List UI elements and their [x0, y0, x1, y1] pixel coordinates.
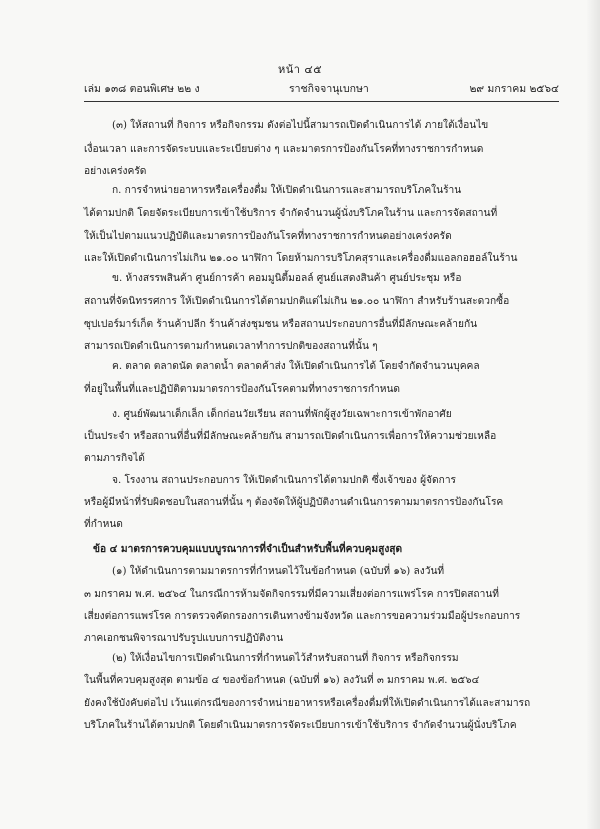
text-line: ให้เป็นไปตามแนวปฏิบัติและมาตรการป้องกันโรคที่ทางราชการกำหนดอย่างเคร่งครัด: [84, 231, 452, 242]
text-line: ตามภารกิจได้: [84, 453, 145, 464]
gazette-header: [84, 80, 559, 96]
text-line: ภาคเอกชนพิจารณาปรับรูปแบบการปฏิบัติงาน: [84, 633, 284, 644]
text-line: ที่กำหนด: [84, 519, 123, 530]
text-line: เงื่อนเวลา และการจัดระบบและระเบียบต่าง ๆ และมาตรการป้องกันโรคที่ทางราชการกำหนด: [84, 144, 484, 155]
text-line: สถานที่จัดนิทรรศการ ให้เปิดดำเนินการได้ตามปกติแต่ไม่เกิน ๒๑.๐๐ นาฬิกา สำหรับร้านสะดวกซื้อ: [84, 296, 510, 307]
text-line: (๑) ให้ดำเนินการตามมาตรการที่กำหนดไว้ในข้อกำหนด (ฉบับที่ ๑๖) ลงวันที่: [112, 566, 445, 577]
text-line: ง. ศูนย์พัฒนาเด็กเล็ก เด็กก่อนวัยเรียน สถานที่พักผู้สูงวัยเฉพาะการเข้าพักอาศัย: [112, 409, 452, 420]
text-line: อย่างเคร่งครัด: [84, 166, 147, 177]
text-line: เป็นประจำ หรือสถานที่อื่นที่มีลักษณะคล้ายกัน สามารถเปิดดำเนินการเพื่อการให้ความช่วยเหลือ: [84, 431, 497, 442]
publication-name: ราชกิจจานุเบกษา: [289, 83, 369, 95]
text-line: ยังคงใช้บังคับต่อไป เว้นแต่กรณีของการจำหน่ายอาหารหรือเครื่องดื่มที่ให้เปิดดำเนินการได้และสามารถ: [84, 698, 531, 709]
text-line: ก. การจำหน่ายอาหารหรือเครื่องดื่ม ให้เปิดดำเนินการและสามารถบริโภคในร้าน: [112, 185, 462, 196]
text-line: ในพื้นที่ควบคุมสูงสุด ตามข้อ ๔ ของข้อกำหนด (ฉบับที่ ๑๖) ลงวันที่ ๓ มกราคม พ.ศ. ๒๕๖๔: [84, 675, 480, 686]
text-line: ๓ มกราคม พ.ศ. ๒๕๖๔ ในกรณีการห้ามจัดกิจกรรมที่มีความเสี่ยงต่อการแพร่โรค การปิดสถานที่: [84, 589, 499, 600]
text-line: ค. ตลาด ตลาดนัด ตลาดน้ำ ตลาดค้าส่ง ให้เปิดดำเนินการได้ โดยจำกัดจำนวนบุคคล: [112, 361, 480, 372]
text-line: ได้ตามปกติ โดยจัดระเบียบการเข้าใช้บริการ จำกัดจำนวนผู้นั่งบริโภคในร้าน และการจัดสถานที่: [84, 208, 498, 219]
text-line: ข. ห้างสรรพสินค้า ศูนย์การค้า คอมมูนิตี้มอลล์ ศูนย์แสดงสินค้า ศูนย์ประชุม หรือ: [112, 273, 462, 284]
text-line: สามารถเปิดดำเนินการตามกำหนดเวลาทำการปกติของสถานที่นั้น ๆ: [84, 341, 378, 352]
text-line: ที่อยู่ในพื้นที่และปฏิบัติตามมาตรการป้องกันโรคตามที่ทางราชการกำหนด: [84, 384, 401, 395]
text-line: เสี่ยงต่อการแพร่โรค การตรวจคัดกรองการเดินทางข้ามจังหวัด และการขอความร่วมมือผู้ประกอบการ: [84, 611, 521, 622]
section-heading: ข้อ ๔ มาตรการควบคุมแบบบูรณาการที่จำเป็นสำหรับพื้นที่ควบคุมสูงสุด: [93, 543, 403, 555]
page-number: หน้า ๔๕: [277, 63, 323, 76]
text-line: จ. โรงงาน สถานประกอบการ ให้เปิดดำเนินการได้ตามปกติ ซึ่งเจ้าของ ผู้จัดการ: [112, 475, 457, 486]
header-divider: [84, 101, 559, 102]
page-edge-shadow: [586, 0, 600, 829]
text-line: และให้เปิดดำเนินการไม่เกิน ๒๑.๐๐ นาฬิกา โดยห้ามการบริโภคสุราและเครื่องดื่มแอลกอฮอล์ในร้าน: [84, 253, 518, 264]
text-line: ซุปเปอร์มาร์เก็ต ร้านค้าปลีก ร้านค้าส่งชุมชน หรือสถานประกอบการอื่นที่มีลักษณะคล้ายกัน: [84, 319, 478, 330]
text-line: หรือผู้มีหน้าที่รับผิดชอบในสถานที่นั้น ๆ ต้องจัดให้ผู้ปฏิบัติงานดำเนินการตามมาตรการป้องกันโรค: [84, 497, 504, 508]
publication-date: ๒๙ มกราคม ๒๕๖๔: [469, 83, 559, 95]
text-line: (๒) ให้เงื่อนไขการเปิดดำเนินการที่กำหนดไว้สำหรับสถานที่ กิจการ หรือกิจกรรม: [112, 653, 459, 664]
volume-info: เล่ม ๑๓๘ ตอนพิเศษ ๒๒ ง: [84, 83, 200, 95]
text-line: (๓) ให้สถานที่ กิจการ หรือกิจกรรม ดังต่อไปนี้สามารถเปิดดำเนินการได้ ภายใต้เงื่อนไข: [112, 120, 489, 131]
text-line: บริโภคในร้านได้ตามปกติ โดยดำเนินมาตรการจัดระเบียบการเข้าใช้บริการ จำกัดจำนวนผู้นั่งบริโภค: [84, 720, 517, 731]
